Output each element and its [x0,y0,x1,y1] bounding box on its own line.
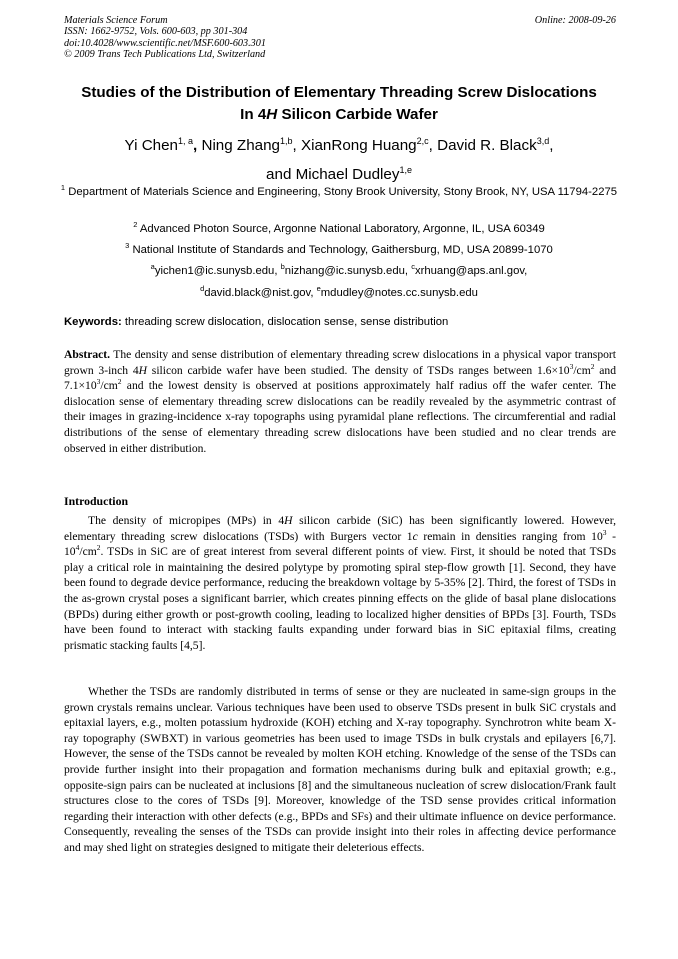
keywords-label: Keywords: [64,316,122,328]
author-affil-sup: 1,b [280,136,293,146]
title-text: In 4 [240,106,267,123]
email-marker: c [411,262,415,271]
affil-number: 2 [133,220,138,229]
title-text: Silicon Carbide Wafer [277,106,438,123]
body-sup: 4 [75,543,80,553]
abstract-sup: 3 [96,377,101,387]
author-name: Ning Zhang [197,137,280,155]
intro-paragraph-1 [64,513,616,653]
body-sup: 3 [602,527,607,537]
body-text: . TSDs in SiC are of great interest from several different points of view. First, it should be noted that TSDs play a critical role in maintaining the desired polytype by promoting spiral step-flow growth [1]. Second, they have been found to degrade device performance, reducing the breakdown voltage by 5-35% [2]. Third, the forest of TSDs in the as-grown crystal poses a significant barrier, which creates pinning effects on the glide of basal plane dislocations (BPDs) during either growth or post-growth cooling, leading to localized higher densities of BPDs [3]. Fourth, TSDs have been found to interact with stacking faults expanding under forward bias in SiC epitaxial films, creating prismatic stacking faults [4,5]. [64,545,616,652]
title-line-1: Studies of the Distribution of Elementary Threading Screw Dislocations [81,84,597,101]
email-address: yichen1@ic.sunysb.edu, [154,264,281,277]
author-separator: , [193,137,198,155]
body-text: /cm [79,545,97,559]
paper-title [40,82,638,126]
body-sup: 2 [96,543,101,553]
abstract-italic: H [138,363,148,377]
email-address: david.black@nist.gov, [204,286,317,299]
author-affil-sup: 1, a [178,136,194,146]
email-marker: d [200,284,205,293]
doi-line: doi:10.4028/www.scientific.net/MSF.600-603.301 [64,37,266,49]
abstract-label: Abstract. [64,348,111,361]
author-separator: , [549,137,554,155]
section-heading-introduction: Introduction [64,494,129,508]
abstract-text: /cm [100,379,118,393]
abstract-text: and the lowest density is observed at positions approximately half radius off the wafer center. The dislocation sense of elementary threading screw dislocations can be readily revealed by the asymmetric contrast of their images in grazing-incidence x-ray topographs using pyramidal plane reflections. The circumferential and radial distributions of the sense of elementary threading screw dislocations have been studied and no clear trends are observed in either distribution. [64,379,616,455]
keywords [64,316,616,328]
abstract-sup: 2 [117,377,122,387]
online-date: Online: 2008-09-26 [534,15,616,26]
author-affil-sup: 3,d [536,136,550,146]
affil-text: National Institute of Standards and Technology, Gaithersburg, MD, USA 20899-1070 [129,243,553,256]
email-marker: b [280,262,285,271]
abstract-sup: 3 [569,361,574,371]
abstract-text: The density and sense distribution of elementary threading screw dislocations in a physical vapor transport grown 3-inch 4 [64,348,616,377]
body-text: remain in densities ranging from 10 [417,529,603,543]
abstract-text: silicon carbide wafer have been studied. The density of TSDs ranges between 1.6×10 [147,363,570,377]
email-line-1 [60,259,618,279]
author-list [40,129,638,187]
journal-header [64,15,616,61]
affiliation-2 [60,217,618,237]
email-line-2 [60,281,618,301]
copyright-line: © 2009 Trans Tech Publications Ltd, Switzerland [64,49,266,61]
affil-text: Department of Materials Science and Engineering, Stony Brook University, Stony Brook, NY, USA 11794-2275 [65,185,618,198]
body-italic: H [284,514,293,527]
email-address: mdudley@notes.cc.sunysb.edu [320,286,478,299]
affil-number: 1 [60,183,66,192]
abstract-text: and 7.1×10 [64,363,617,393]
abstract-text: /cm [573,363,591,377]
title-italic: H [266,106,278,123]
email-marker: e [316,284,321,293]
body-italic: c [412,529,418,543]
author-affil-sup: 1,e [399,165,412,176]
affiliation-1 [60,180,618,200]
affil-number: 3 [125,241,130,250]
author-name: and Michael Dudley [266,166,400,184]
email-address: xrhuang@aps.anl.gov, [414,264,528,277]
title-line-2 [40,104,638,126]
authors-line-1 [40,129,638,158]
body-text: - 10 [64,529,616,559]
body-text: silicon carbide (SiC) has been significantly lowered. However, elementary threading screw dislocations (TSDs) with Burgers vector 1 [64,514,616,543]
journal-name: Materials Science Forum [64,15,168,26]
author-name: Yi Chen [124,137,178,155]
body-text: The density of micropipes (MPs) in 4 [88,514,285,527]
author-name: , David R. Black [428,137,537,155]
affiliation-3 [60,238,618,258]
intro-paragraph-2: Whether the TSDs are randomly distributed in terms of sense or they are nucleated in same-sign groups in the grown crystals remains unclear. Various techniques have been used to observe TSDs present in bulk SiC crystals and epitaxial layers, e.g., molten potassium hydroxide (KOH) etching and X-ray topography. Synchrotron white beam X-ray topography (SWBXT) in various geometries has been used to image TSDs in bulk crystals and epilayers [6,7]. However, the sense of the TSDs cannot be revealed by molten KOH etching. Knowledge of the sense of the TSDs can provide further insight into their propagation and formation mechanisms during bulk and epitaxial growth; e.g., opposite-sign pairs can be nucleated at inclusions [8] and the simultaneous nucleation of screw dislocation/Frank fault structures close to the cores of TSDs [9]. Moreover, knowledge of the TSD sense provides critical information regarding their interaction with other defects (e.g., BPDs and SFs) and their ultimate influence on device performance. Consequently, revealing the senses of the TSDs can provide insight into their roles in affecting device performance and may shed light on strategies designed to mitigate their deleterious effects. [64,685,616,854]
issn-line: ISSN: 1662-9752, Vols. 600-603, pp 301-304 [64,26,248,38]
email-marker: a [150,262,155,271]
abstract [64,347,616,456]
keywords-text: threading screw dislocation, dislocation sense, sense distribution [121,316,449,328]
abstract-sup: 2 [590,361,595,371]
author-name: , XianRong Huang [292,137,417,155]
author-affil-sup: 2,c [416,136,429,146]
email-address: nizhang@ic.sunysb.edu, [284,264,412,277]
affil-text: Advanced Photon Source, Argonne National Laboratory, Argonne, IL, USA 60349 [137,222,545,235]
